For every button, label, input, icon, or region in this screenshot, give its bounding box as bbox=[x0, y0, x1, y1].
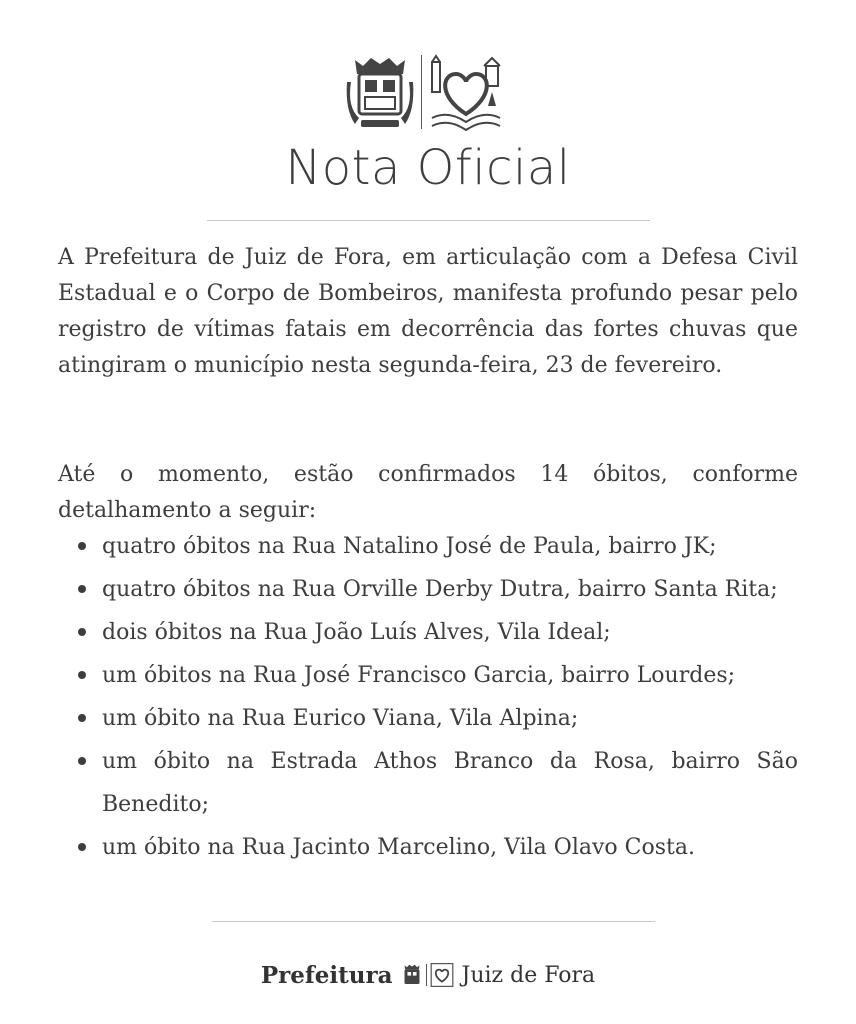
bullet-icon bbox=[78, 757, 86, 765]
bullet-icon bbox=[78, 714, 86, 722]
bullet-icon bbox=[78, 671, 86, 679]
footer-brand: Prefeitura bbox=[260, 961, 393, 989]
list-item bbox=[76, 568, 798, 611]
list-item-text: um óbito na Rua Eurico Viana, Vila Alpina; bbox=[102, 706, 579, 731]
footer-logo-divider bbox=[426, 964, 427, 986]
list-item bbox=[76, 697, 798, 740]
coat-of-arms-icon bbox=[401, 963, 423, 987]
intro-paragraph: A Prefeitura de Juiz de Fora, em articulação com a Defesa Civil Estadual e o Corpo de Bombeiros, manifesta profundo pesar pelo registro de vítimas fatais em decorrência das fortes chuvas que atingiram o município nesta segunda-feira, 23 de fevereiro. bbox=[58, 245, 798, 378]
list-item bbox=[76, 826, 798, 869]
logo-divider bbox=[421, 55, 422, 129]
heart-emblem-icon bbox=[430, 963, 454, 987]
status-paragraph: Até o momento, estão confirmados 14 óbitos, conforme detalhamento a seguir: bbox=[58, 462, 798, 523]
list-item-text: um óbito na Rua Jacinto Marcelino, Vila Olavo Costa. bbox=[102, 835, 695, 860]
bullet-icon bbox=[78, 843, 86, 851]
list-item-text: um óbitos na Rua José Francisco Garcia, bairro Lourdes; bbox=[102, 663, 736, 688]
list-item-text: um óbito na Estrada Athos Branco da Rosa, bairro São Benedito; bbox=[102, 749, 798, 817]
footer-divider bbox=[212, 921, 655, 922]
bullet-icon bbox=[78, 542, 86, 550]
list-item bbox=[76, 740, 798, 826]
list-item bbox=[76, 611, 798, 654]
title-divider bbox=[207, 220, 650, 221]
list-item-text: quatro óbitos na Rua Natalino José de Paula, bairro JK; bbox=[102, 534, 717, 559]
footer-city: Juiz de Fora bbox=[461, 962, 596, 988]
page-title: Nota Oficial bbox=[285, 140, 571, 196]
list-item bbox=[76, 654, 798, 697]
list-item-text: quatro óbitos na Rua Orville Derby Dutra, bairro Santa Rita; bbox=[102, 577, 778, 602]
coat-of-arms-icon bbox=[345, 52, 415, 132]
footer-logo bbox=[401, 963, 454, 987]
bullet-icon bbox=[78, 585, 86, 593]
heart-emblem-icon bbox=[428, 52, 504, 132]
footer-signature bbox=[0, 955, 856, 995]
list-item-text: dois óbitos na Rua João Luís Alves, Vila Ideal; bbox=[102, 620, 611, 645]
victims-list bbox=[76, 525, 798, 869]
city-logo bbox=[344, 50, 504, 134]
bullet-icon bbox=[78, 628, 86, 636]
list-item bbox=[76, 525, 798, 568]
